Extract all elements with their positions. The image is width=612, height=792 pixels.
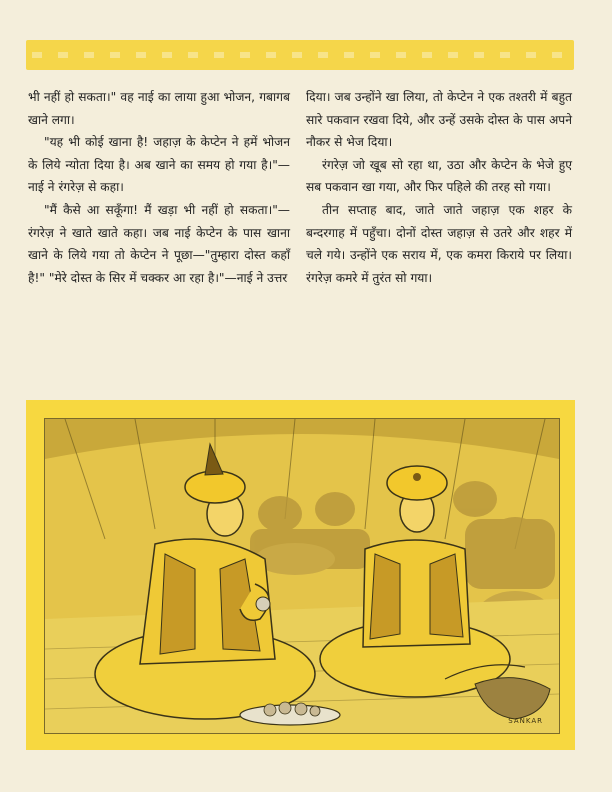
- right-paragraph-2: रंगरेज़ जो खूब सो रहा था, उठा और केप्टेन के भेजे हुए सब पकवान खा गया, और फिर पहिले की तरह सो गया।: [306, 157, 572, 195]
- left-paragraph-1: भी नहीं हो सकता।" वह नाई का लाया हुआ भोजन, गबागब खाने लगा।: [28, 90, 290, 127]
- right-paragraph-1: दिया। जब उन्होंने खा लिया, तो केप्टेन ने एक तश्तरी में बहुत सारे पकवान रखवा दिये, और उन्हें उसके दोस्त के पास अपने नौकर से भेज दिया।: [306, 90, 572, 150]
- left-paragraph-3: "मैं कैसे आ सकूँगा! मैं खड़ा भी नहीं हो सकता।"—रंगरेज़ ने खाते खाते कहा। जब नाई केप्टेन के पास खाना खाने के लिये गया तो केप्टेन ने पूछा—"तुम्हारा दोस्त कहाँ है!" "मेरे दोस्त के सिर में चक्कर आ रहा है।"—नाई ने उत्तर: [28, 202, 290, 285]
- artist-signature: SANKAR: [508, 717, 543, 725]
- illustration: [44, 418, 560, 734]
- header-pattern: [32, 52, 568, 58]
- illustration-frame: [26, 400, 575, 750]
- left-text-column: [28, 86, 290, 289]
- right-paragraph-3: तीन सप्ताह बाद, जाते जाते जहाज़ एक शहर के बन्दरगाह में पहुँचा। दोनों दोस्त जहाज़ से उतरे और शहर में चले गये। उन्होंने एक सराय में, एक कमरा किराये पर लिया। रंगरेज़ कमरे में तुरंत सो गया।: [306, 202, 572, 285]
- left-paragraph-2: "यह भी कोई खाना है! जहाज़ के केप्टेन ने हमें भोजन के लिये न्योता दिया है। अब खाने का समय हो गया है।"— नाई ने रंगरेज़ से कहा।: [28, 135, 290, 195]
- right-text-column: [306, 86, 572, 289]
- illustration-drawing: [45, 419, 559, 733]
- decorative-header-band: [26, 40, 574, 70]
